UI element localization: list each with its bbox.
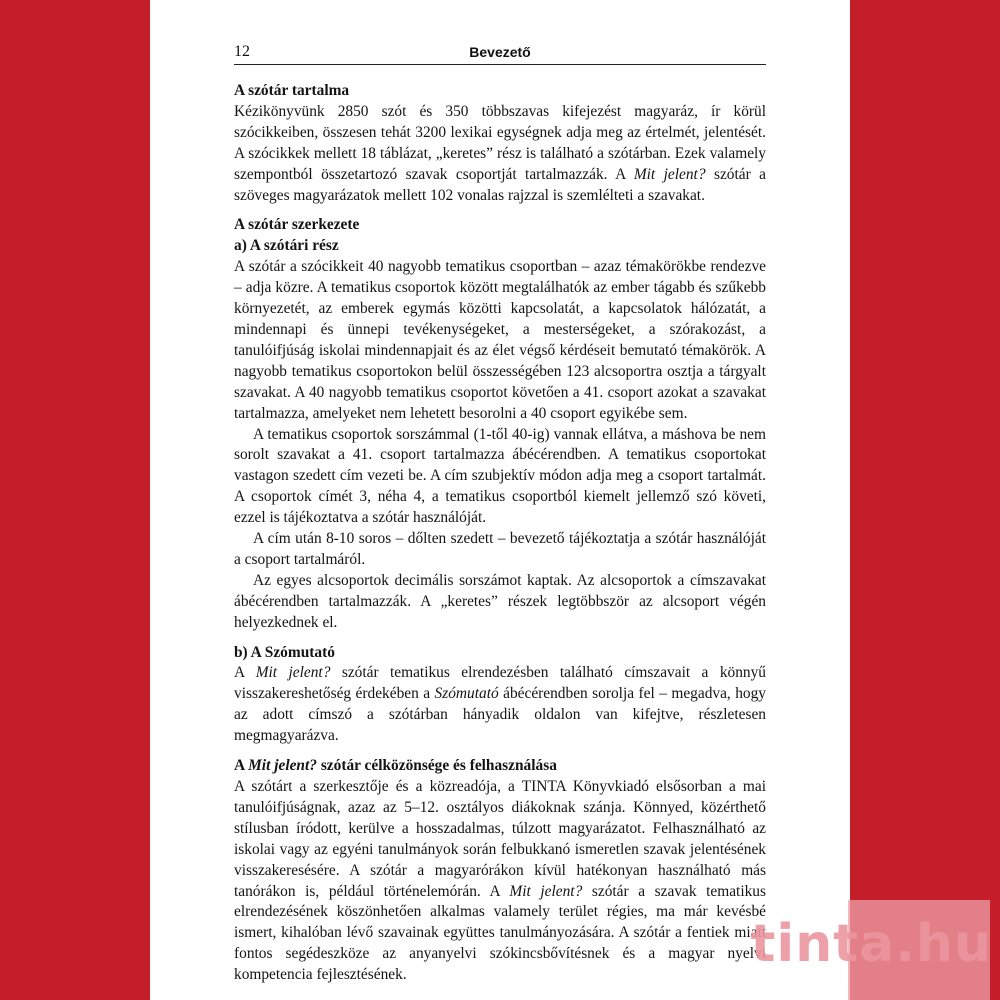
subheading-dictionary-part: a) A szótári rész — [234, 237, 339, 255]
page-header — [234, 42, 766, 65]
paragraph-audience — [234, 777, 766, 986]
book-title: Mit jelent? — [633, 165, 706, 183]
paragraph-index — [234, 663, 766, 747]
book-title: Mit jelent? — [255, 664, 331, 682]
page-number: 12 — [234, 43, 250, 60]
watermark-logo: tinta.hu — [750, 914, 992, 974]
section-heading-contents: A szótár tartalma — [234, 82, 350, 99]
text-run: Kézikönyvünk 2850 szót és 350 többszavas kifejezést magyaráz, ír körül szócikkeiben, összesen tehát 3200 lexikai egységnek adja meg az értelmét, jelentését. A szócikkek mellett 18 táblázat, „keretes” rész is található a szótárban. Ezek valamely szempontból összetartozó szavak csoportját tartalmazzák. A — [234, 102, 766, 183]
text-run: szótár célközönsége és felhasználása — [316, 757, 557, 775]
text-run: szótár a szöveges magyarázatok mellett 102 vonalas rajzzal is szemlélteti a szavakat. — [234, 165, 766, 204]
text-run: szótár a szavak tematikus elrendezésének köszönhetően alkalmas valamely terület régies, ma már kevésbé ismert, kihalóban lévő szavainak együttes tanulmányozására. A szótár a fentiek miatt fontos segédeszköze az anyanyelvi szókincsbővítésnek és a magyar nyelvi kompetencia fejlesztésének. — [234, 882, 766, 984]
book-title: Mit jelent? — [509, 882, 583, 900]
paragraph-subgroups: Az egyes alcsoportok decimális sorszámot kaptak. Az alcsoportok a címszavakat ábécérendben tartalmazzák. A „keretes” részek legtöbbször az alcsoport végén helyezkednek el. — [234, 571, 766, 631]
text-run: A — [234, 664, 256, 682]
text-run: A szótárt a szerkesztője és a közreadója, a TINTA Könyvkiadó elsősorban a mai tanulóifjúságnak, azaz az 5–12. osztályos diákoknak szánja. Könnyed, közérthető stílusban íródott, kerülve a hosszadalmas, túlzott magyarázatot. Felhasználható az iskolai vagy az egyéni tanulmányok során felbukkanó ismeretlen szavak jelentésének visszakeresésére. A szótár a magyarórákon kívül hatékonyan használható más tanórákon is, például történelemórán. A — [234, 778, 766, 900]
section-heading-structure: A szótár szerkezete — [234, 216, 360, 234]
text-run: A — [234, 757, 249, 775]
book-title: Mit jelent? — [248, 757, 317, 775]
paragraph-groups: A szótár a szócikkeit 40 nagyobb tematikus csoportban – azaz témakörökbe rendezve – adja közre. A tematikus csoportok között megtalálhatók az ember tágabb és szűkebb környezetét, az emberek egymás közötti kapcsolatát, a kapcsolatok hálózatát, a mindennapi és ünnepi tevékenységeket, a mesterségeket, a szórakozást, a tanulóifjúság iskolai mindennapjait és az élet végső kérdéseit bemutató témakörök. A nagyobb tematikus csoportokon belül összességében 123 alcsoportra osztja a tárgyalt szavakat. A 40 nagyobb tematikus csoportot követően a 41. csoport azokat a szavakat tartalmazza, amelyeket nem lehetett besorolni a 40 csoport egyikébe sem. — [234, 258, 766, 422]
book-page — [150, 0, 850, 1000]
text-run: szótár tematikus elrendezésben található címszavait a könnyű visszakereshetőség érdekében a — [234, 664, 766, 703]
index-term: Szómutató — [434, 685, 499, 703]
running-head: Bevezető — [469, 44, 531, 60]
paragraph-intro: A cím után 8-10 soros – dőlten szedett – bevezető tájékoztatja a szótár használóját a csoport tartalmáról. — [234, 530, 766, 568]
text-run: ábécérendben sorolja fel – megadva, hogy az adott címszó a szótárban hányadik oldalon van kifejtve, részletesen megmagyarázva. — [234, 685, 766, 745]
paragraph-numbering: A tematikus csoportok sorszámmal (1-től 40-ig) vannak ellátva, a máshova be nem sorolt szavakat a 41. csoport tartalmazza ábécérendben. A tematikus csoportokat vastagon szedett cím vezeti be. A cím szubjektív módon adja meg a csoport tartalmát. A csoportok címét 3, néha 4, a tematikus csoportból kiemelt jellemző szó követi, ezzel is tájékoztatva a szótár használóját. — [234, 425, 766, 527]
section-heading-audience — [234, 756, 766, 777]
section-heading-index: b) A Szómutató — [234, 643, 335, 661]
page-body — [234, 81, 766, 986]
paragraph-contents — [234, 102, 766, 207]
